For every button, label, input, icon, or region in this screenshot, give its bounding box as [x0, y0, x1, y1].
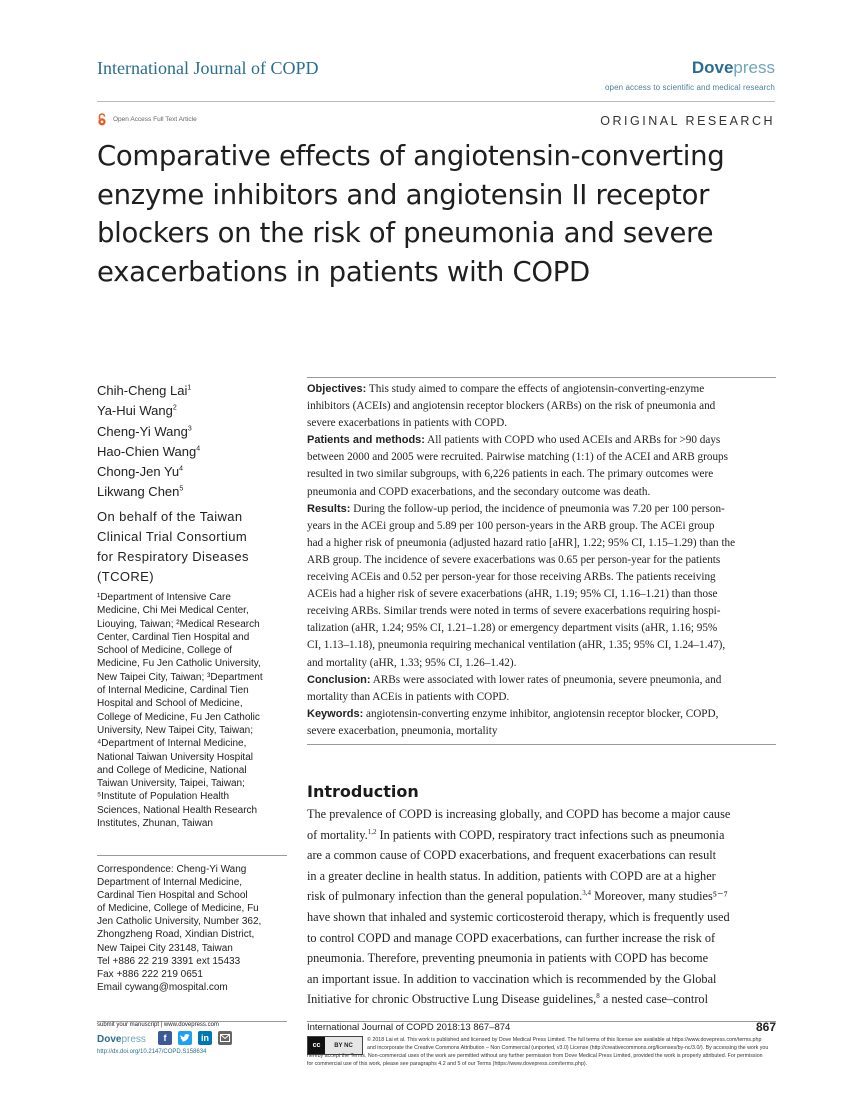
affiliation-line: School of Medicine, College of	[97, 645, 233, 657]
publisher-logo-bold: Dove	[691, 58, 734, 77]
author-affiliation-marker: 2	[172, 404, 177, 412]
abstract-text: ARBs were associated with lower rates of pneumonia, severe pneumonia, and	[370, 673, 722, 686]
open-access-row	[97, 113, 197, 126]
introduction-line	[307, 948, 776, 969]
license-line: © 2018 Lai et al. This work is published and licensed by Dove Medical Press Limited. The full terms of this license are available at https://www.dovepress.com/terms.php	[367, 1037, 762, 1043]
abstract-section-label: Keywords:	[307, 707, 364, 720]
author-list	[97, 381, 200, 503]
introduction-line	[307, 845, 776, 866]
linkedin-icon[interactable]: in	[198, 1031, 212, 1045]
correspondence-line: New Taipei City 23148, Taiwan	[97, 942, 233, 954]
affiliation-line: Sciences, National Health Research	[97, 804, 258, 816]
abstract-line	[307, 672, 776, 689]
affiliation-line: Hospital and School of Medicine,	[97, 698, 243, 710]
introduction-body	[307, 804, 776, 1010]
publisher-logo-light: press	[733, 58, 775, 77]
abstract-line	[307, 432, 776, 449]
abstract-line	[307, 723, 776, 740]
correspondence	[97, 863, 292, 994]
cc-license-type: BY NC	[334, 1042, 353, 1049]
abstract-line	[307, 706, 776, 723]
open-access-label: Open Access Full Text Article	[113, 116, 197, 123]
citation: International Journal of COPD 2018:13 867–874	[307, 1022, 511, 1033]
article-type: ORIGINAL RESEARCH	[600, 114, 775, 128]
abstract-text: CI, 1.13–1.18), pneumonia requiring mechanical ventilation (aHR, 1.35; 95% CI, 1.24–1.47),	[307, 639, 726, 652]
cc-icon: cc	[308, 1037, 325, 1054]
introduction-line	[307, 907, 776, 928]
affiliation-line: Taiwan University, Taipei, Taiwan;	[97, 778, 245, 790]
introduction-text: are a common cause of COPD exacerbations, and frequent exacerbations can result	[307, 848, 717, 863]
abstract-text: angiotensin-converting enzyme inhibitor, angiotensin receptor blocker, COPD,	[363, 707, 719, 720]
citation-marker: 3,4	[582, 889, 591, 898]
abstract-text: ACEis had a higher risk of severe exacerbations (aHR, 1.19; 95% CI, 1.16–1.21) than those	[307, 588, 718, 601]
article-title	[97, 137, 777, 291]
author-affiliation-marker: 5	[179, 486, 184, 494]
abstract-text: receiving ARBs. Similar trends were noted in terms of severe exacerbations requiring hospi-	[307, 605, 721, 618]
correspondence-line: of Medicine, College of Medicine, Fu	[97, 903, 259, 915]
abstract-section-label: Results:	[307, 502, 351, 515]
abstract-line	[307, 552, 776, 569]
consortium-line: Clinical Trial Consortium	[97, 529, 248, 544]
introduction-text: have shown that inhaled and systemic corticosteroid therapy, which is frequently used	[307, 909, 730, 924]
correspondence-line: Zhongzheng Road, Xindian District,	[97, 929, 255, 941]
page-number: 867	[755, 1020, 776, 1034]
correspondence-divider	[97, 855, 287, 856]
author-name: Ya-Hui Wang	[97, 403, 173, 419]
author-item	[97, 422, 200, 442]
introduction-line	[307, 928, 776, 949]
affiliation-line: College of Medicine, Fu Jen Catholic	[97, 711, 260, 723]
abstract-text: ARB group. The incidence of severe exacerbations was 0.65 per person-year for the patients	[307, 553, 721, 566]
affiliation-line: of Internal Medicine, Cardinal Tien	[97, 685, 249, 697]
citation-marker: 1,2	[367, 827, 377, 836]
introduction-text: risk of pulmonary infection than the general population.	[307, 889, 583, 904]
abstract-line	[307, 484, 776, 501]
abstract-text: resulted in two similar subgroups, with 6,226 patients in each. The primary outcomes were	[307, 468, 714, 481]
introduction-text: Moreover, many studies⁵⁻⁷	[591, 889, 728, 904]
footer-publisher-logo[interactable]	[97, 1034, 146, 1045]
author-item	[97, 442, 200, 462]
twitter-icon[interactable]	[178, 1031, 192, 1045]
introduction-line	[307, 969, 776, 990]
facebook-icon[interactable]: f	[158, 1031, 172, 1045]
abstract-text: years in the ACEi group and 5.89 per 100 person-years in the ARB group. The ACEi group	[307, 519, 715, 532]
title-line: blockers on the risk of pneumonia and severe	[97, 217, 714, 249]
affiliation-line: Institutes, Zhunan, Taiwan	[97, 818, 213, 830]
affiliation-line: New Taipei City, Taiwan; ³Department	[97, 671, 263, 683]
abstract-text: inhibitors (ACEIs) and angiotensin receptor blockers (ARBs) on the risk of pneumonia and	[307, 400, 716, 413]
correspondence-line: Department of Internal Medicine,	[97, 877, 243, 889]
abstract-text: between 2000 and 2005 were recruited. Pairwise matching (1:1) of the ACEI and ARB groups	[307, 451, 728, 464]
title-line: exacerbations in patients with COPD	[97, 255, 590, 288]
author-item	[97, 482, 200, 502]
author-affiliation-marker: 1	[187, 384, 192, 392]
abstract-line	[307, 501, 776, 518]
introduction-line	[307, 866, 776, 887]
affiliation-line: Center, Cardinal Tien Hospital and	[97, 631, 250, 643]
author-name: Chong-Jen Yu	[97, 464, 180, 480]
affiliation-line: Medicine, Chi Mei Medical Center,	[97, 605, 249, 617]
footer-logo-bold: Dove	[97, 1034, 122, 1045]
citation-marker: 8	[596, 992, 600, 1001]
abstract-line	[307, 569, 776, 586]
consortium-line: (TCORE)	[97, 569, 154, 584]
submit-manuscript-link[interactable]: submit your manuscript | www.dovepress.com	[97, 1022, 219, 1028]
license-line: hereby accept the Terms. Non-commercial uses of the work are permitted without any further permission from Dove Medical Press Limited, provided the work is properly attributed. For permission	[307, 1053, 763, 1059]
affiliations	[97, 591, 287, 830]
author-affiliation-marker: 4	[196, 445, 201, 453]
abstract-line	[307, 637, 776, 654]
header-divider	[97, 101, 775, 102]
author-item	[97, 462, 200, 482]
introduction-text: Initiative for chronic Obstructive Lung Disease guidelines,	[307, 992, 597, 1007]
affiliation-line: University, New Taipei City, Taiwan;	[97, 724, 253, 736]
introduction-text: In patients with COPD, respiratory tract infections such as pneumonia	[376, 827, 725, 842]
affiliation-line: ¹Department of Intensive Care	[97, 592, 231, 603]
author-name: Likwang Chen	[97, 484, 180, 500]
abstract-text: receiving ACEis and 0.52 per person-year for those receiving ARBs. The patients receiving	[307, 571, 716, 584]
affiliation-line: Medicine, Fu Jen Catholic University,	[97, 658, 261, 670]
abstract-text: During the follow-up period, the incidence of pneumonia was 7.20 per 100 person-	[350, 502, 725, 515]
affiliation-line: Liouying, Taiwan; ²Medical Research	[97, 618, 260, 630]
consortium-line: On behalf of the Taiwan	[97, 509, 243, 524]
introduction-text: a nested case–control	[599, 992, 708, 1007]
abstract-section-label: Conclusion:	[307, 673, 371, 686]
introduction-text: The prevalence of COPD is increasing globally, and COPD has become a major cause	[307, 807, 731, 821]
abstract-text: This study aimed to compare the effects of angiotensin-converting-enzyme	[366, 383, 705, 395]
author-name: Hao-Chien Wang	[97, 443, 197, 459]
abstract-line	[307, 603, 776, 620]
social-icons	[158, 1031, 232, 1045]
abstract-line	[307, 381, 776, 398]
abstract-line	[307, 398, 776, 415]
abstract-text: severe exacerbations in patients with COPD.	[307, 417, 508, 430]
license-text	[307, 1036, 777, 1068]
abstract-text: talization (aHR, 1.24; 95% CI, 1.21–1.28) or emergency department visits (aHR, 1.16; 95%	[307, 622, 718, 635]
correspondence-line: Jen Catholic University, Number 362,	[97, 916, 262, 928]
author-name: Chih-Cheng Lai	[97, 383, 188, 398]
open-access-lock-icon	[97, 113, 107, 126]
publisher-logo[interactable]	[692, 58, 775, 78]
license-line: for commercial use of this work, please see paragraphs 4.2 and 5 of our Terms (https://www.dovepress.com/terms.php).	[307, 1061, 588, 1067]
abstract-text: had a higher risk of pneumonia (adjusted hazard ratio [aHR], 1.22; 95% CI, 1.15–1.29) than the	[307, 536, 736, 549]
correspondence-line: Fax +886 222 219 0651	[97, 968, 203, 980]
affiliation-line: ⁵Institute of Population Health	[97, 791, 230, 803]
author-affiliation-marker: 3	[187, 425, 192, 433]
abstract	[307, 377, 776, 745]
author-item	[97, 401, 200, 421]
introduction-text: an important issue. In addition to vaccination which is recommended by the Global	[307, 971, 717, 986]
abstract-line	[307, 449, 776, 466]
abstract-line	[307, 689, 776, 706]
author-item	[97, 381, 200, 401]
abstract-text: pneumonia and COPD exacerbations, and the secondary outcome was death.	[307, 485, 651, 498]
abstract-text: severe exacerbation, pneumonia, mortality	[307, 724, 498, 737]
title-line: enzyme inhibitors and angiotensin II receptor	[97, 178, 710, 211]
correspondence-line: Email cywang@mospital.com	[97, 981, 228, 993]
abstract-text: and mortality (aHR, 1.33; 95% CI, 1.26–1.42).	[307, 656, 517, 669]
email-icon[interactable]	[218, 1031, 232, 1045]
correspondence-line: Cardinal Tien Hospital and School	[97, 890, 248, 902]
abstract-line	[307, 620, 776, 637]
journal-title: International Journal of COPD	[97, 58, 319, 78]
abstract-line	[307, 655, 776, 672]
introduction-line	[307, 886, 776, 907]
abstract-line	[307, 535, 776, 552]
author-name: Cheng-Yi Wang	[97, 423, 188, 439]
abstract-line	[307, 466, 776, 483]
section-heading-introduction: Introduction	[307, 782, 419, 801]
abstract-line	[307, 415, 776, 432]
abstract-text: mortality than ACEis in patients with COPD.	[307, 690, 510, 703]
abstract-section-label: Objectives:	[307, 383, 367, 395]
license-line: and incorporate the Creative Commons Attribution – Non Commercial (unported, v3.0) License (http://creativecommons.org/licenses/by-nc/3.0/). By accessing the work you	[367, 1045, 769, 1051]
introduction-line	[307, 804, 776, 825]
publisher-tagline: open access to scientific and medical research	[604, 83, 775, 92]
correspondence-line: Tel +886 22 219 3391 ext 15433	[97, 955, 241, 967]
footer-logo-light: press	[121, 1034, 146, 1045]
introduction-text: pneumonia. Therefore, preventing pneumonia in patients with COPD has become	[307, 951, 709, 966]
introduction-line	[307, 825, 776, 846]
introduction-text: to control COPD and manage COPD exacerbations, can further increase the risk of	[307, 930, 716, 945]
title-line: Comparative effects of angiotensin-converting	[97, 140, 725, 172]
affiliation-line: National Taiwan University Hospital	[97, 751, 253, 763]
abstract-text: All patients with COPD who used ACEIs and ARBs for >90 days	[424, 434, 721, 447]
affiliation-line: and College of Medicine, National	[97, 764, 247, 776]
author-affiliation-marker: 4	[179, 465, 184, 473]
abstract-line	[307, 518, 776, 535]
abstract-section-label: Patients and methods:	[307, 434, 425, 447]
consortium-line: for Respiratory Diseases	[97, 549, 249, 564]
introduction-text: in a greater decline in health status. In addition, patients with COPD are at a higher	[307, 868, 716, 883]
introduction-line	[307, 989, 776, 1010]
introduction-text: of mortality.	[307, 827, 368, 842]
correspondence-line: Correspondence: Cheng-Yi Wang	[97, 864, 247, 875]
abstract-line	[307, 586, 776, 603]
doi-link[interactable]: http://dx.doi.org/10.2147/COPD.S158634	[97, 1049, 207, 1055]
affiliation-line: ⁴Department of Internal Medicine,	[97, 738, 247, 750]
consortium-statement	[97, 507, 287, 587]
